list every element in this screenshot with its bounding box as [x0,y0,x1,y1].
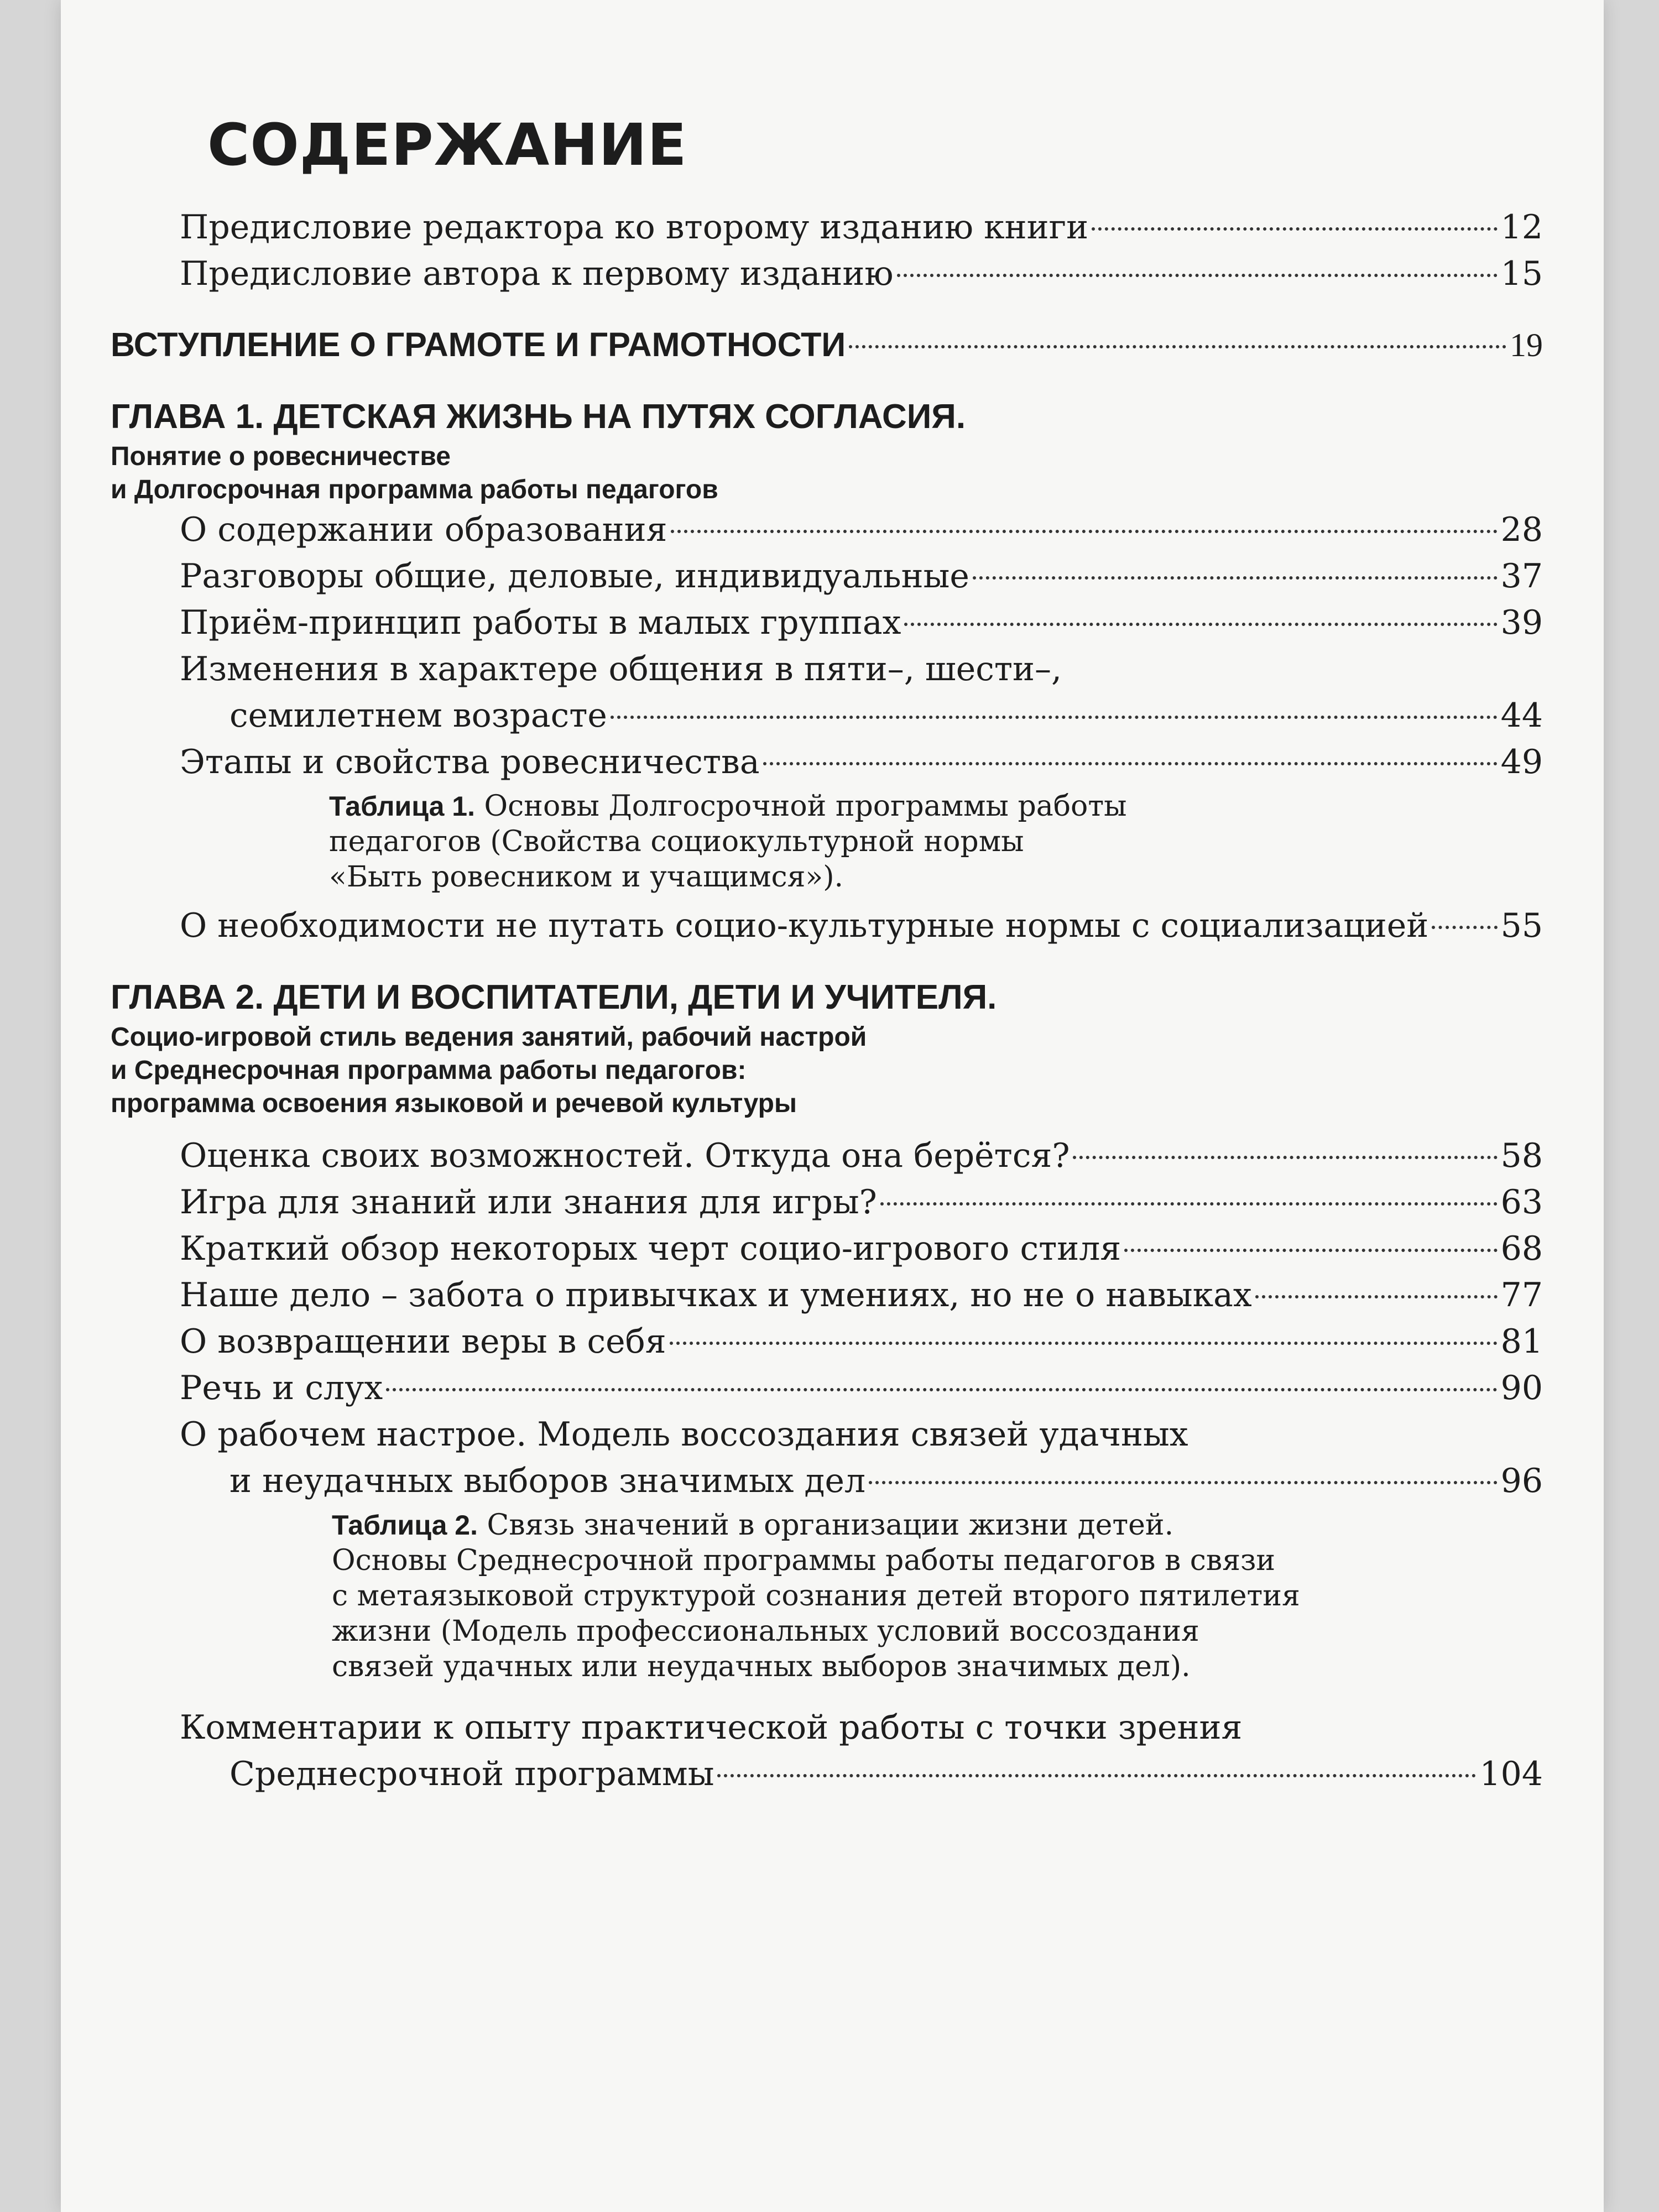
toc-entry-label: Этапы и свойства ровесничества [180,742,760,781]
toc-page-number: 28 [1500,510,1543,549]
toc-entry[interactable] [111,1318,1543,1365]
chapter-1-heading[interactable]: ГЛАВА 1. ДЕТСКАЯ ЖИЗНЬ НА ПУТЯХ СОГЛАСИЯ. [111,397,966,436]
toc-page-number: 12 [1500,207,1543,247]
toc-page-number: 37 [1500,556,1543,596]
toc-entry-label: Речь и слух [180,1368,383,1407]
toc-entry-label: семилетнем возрасте [229,696,607,735]
toc-entry[interactable] [111,1225,1543,1272]
table-of-contents [111,111,1543,1797]
toc-page-number: 44 [1500,696,1543,735]
toc-introduction[interactable] [111,321,1543,368]
chapter-2-subtitle: Социо-игровой стиль ведения занятий, рабочий настрой [111,1022,867,1052]
chapter-1-subtitle: Понятие о ровесничестве [111,441,451,471]
toc-entry[interactable] [111,1133,1543,1179]
dot-leader [1124,1249,1497,1252]
table-caption: связей удачных или неудачных выборов значимых дел). [332,1650,1191,1683]
dot-leader [611,716,1498,719]
toc-entry[interactable] [111,902,1543,949]
toc-entry-label: Оценка своих возможностей. Откуда она берётся? [180,1136,1070,1175]
table-caption: педагогов (Свойства социокультурной нормы [329,825,1024,858]
dot-leader [670,1342,1498,1345]
toc-page-number: 58 [1500,1136,1543,1175]
toc-entry-label: О возвращении веры в себя [180,1322,666,1361]
dot-leader [849,345,1506,348]
toc-entry[interactable] [111,1179,1543,1225]
toc-entry[interactable] [111,1458,1543,1504]
toc-page-number: 68 [1500,1229,1543,1268]
dot-leader [1432,926,1497,929]
toc-page-number: 77 [1500,1275,1543,1314]
toc-entry-label: Предисловие редактора ко второму изданию книги [180,207,1089,247]
dot-leader [1092,227,1498,231]
dot-leader [763,762,1498,765]
dot-leader [717,1774,1476,1777]
toc-page-number: 19 [1510,326,1543,363]
dot-leader [671,530,1498,533]
dot-leader [1255,1295,1498,1298]
toc-page-number: 104 [1479,1754,1543,1793]
table-label: Таблица 2. [332,1509,478,1541]
page-title: СОДЕРЖАНИЕ [207,111,687,179]
book-page [61,0,1604,2212]
toc-entry-label: Приём-принцип работы в малых группах [180,603,901,642]
table-caption: Связь значений в организации жизни детей. [478,1508,1174,1542]
toc-entry-label: Наше дело – забота о привычках и умениях, но не о навыках [180,1275,1252,1314]
toc-entry[interactable] [111,1365,1543,1411]
toc-entry-label[interactable]: Комментарии к опыту практической работы с точки зрения [180,1708,1243,1747]
table-caption: с метаязыковой структурой сознания детей второго пятилетия [332,1579,1300,1613]
toc-entry[interactable] [111,204,1543,251]
table-1-note [111,789,1435,895]
table-caption: Основы Среднесрочной программы работы педагогов в связи [332,1543,1276,1577]
toc-entry-label[interactable]: Изменения в характере общения в пяти–, шести–, [180,649,1062,688]
toc-page-number: 63 [1500,1182,1543,1222]
toc-entry-label: Игра для знаний или знания для игры? [180,1182,877,1222]
dot-leader [973,576,1498,580]
table-caption: Основы Долгосрочной программы работы [475,789,1127,823]
toc-page-number: 49 [1500,742,1543,781]
toc-page-number: 96 [1500,1461,1543,1500]
toc-entry-label: Предисловие автора к первому изданию [180,254,894,293]
toc-entry-label: Краткий обзор некоторых черт социо-игрового стиля [180,1229,1121,1268]
toc-page-number: 81 [1500,1322,1543,1361]
table-label: Таблица 1. [329,790,475,822]
chapter-2-subtitle: программа освоения языковой и речевой культуры [111,1088,797,1118]
dot-leader [904,623,1497,626]
toc-entry[interactable] [111,251,1543,297]
toc-entry-label: О содержании образования [180,510,667,549]
toc-page-number: 90 [1500,1368,1543,1407]
toc-page-number: 39 [1500,603,1543,642]
chapter-2-subtitle: и Среднесрочная программа работы педагогов: [111,1055,747,1085]
toc-entry[interactable] [111,1751,1543,1797]
toc-entry[interactable] [111,1272,1543,1318]
table-caption: «Быть ровесником и учащимся»). [329,860,844,894]
dot-leader [897,274,1498,277]
toc-entry-label: Разговоры общие, деловые, индивидуальные [180,556,969,596]
dot-leader [869,1481,1498,1484]
toc-entry[interactable] [111,739,1543,785]
chapter-1-subtitle: и Долгосрочная программа работы педагогов [111,474,718,504]
toc-entry[interactable] [111,553,1543,599]
chapter-2-heading[interactable]: ГЛАВА 2. ДЕТИ И ВОСПИТАТЕЛИ, ДЕТИ И УЧИТЕЛЯ. [111,978,997,1016]
toc-entry[interactable] [111,692,1543,739]
toc-page-number: 15 [1500,254,1543,293]
table-caption: жизни (Модель профессиональных условий воссоздания [332,1614,1199,1648]
toc-page-number: 55 [1500,906,1543,945]
toc-entry-label[interactable]: О рабочем настрое. Модель воссоздания связей удачных [180,1415,1188,1454]
dot-leader [880,1202,1498,1206]
toc-entry-label: ВСТУПЛЕНИЕ О ГРАМОТЕ И ГРАМОТНОСТИ [111,325,846,363]
toc-entry[interactable] [111,599,1543,646]
dot-leader [1073,1156,1497,1159]
toc-entry[interactable] [111,507,1543,553]
toc-entry-label: О необходимости не путать социо-культурные нормы с социализацией [180,906,1429,945]
toc-entry-label: и неудачных выборов значимых дел [229,1461,866,1500]
table-2-note [111,1507,1604,1684]
dot-leader [386,1388,1497,1391]
toc-entry-label: Среднесрочной программы [229,1754,714,1793]
